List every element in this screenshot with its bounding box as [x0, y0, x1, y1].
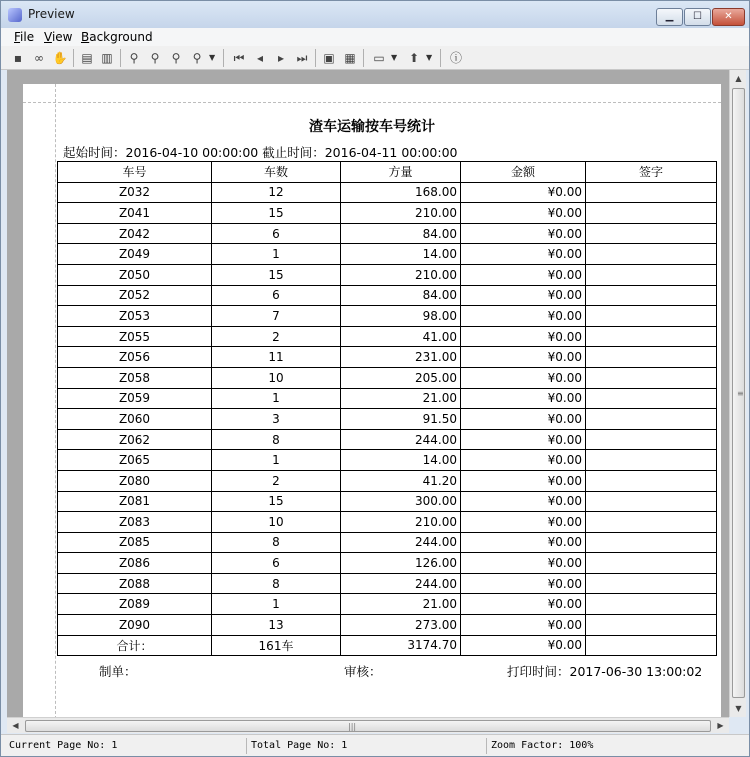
cell-count: 161车: [212, 635, 341, 656]
report-page: [23, 84, 721, 717]
scroll-up-icon[interactable]: ▲: [735, 74, 742, 83]
table-row: [58, 594, 717, 615]
page-icon[interactable]: ▪: [13, 51, 23, 65]
zoom-dropdown-icon[interactable]: ⚲: [192, 51, 202, 65]
cell-amount: ¥0.00: [461, 512, 586, 533]
cell-volume: 210.00: [341, 264, 461, 285]
cell-amount: ¥0.00: [461, 409, 586, 430]
table-row: [58, 512, 717, 533]
cell-volume: 205.00: [341, 367, 461, 388]
cell-count: 2: [212, 470, 341, 491]
cell-sign: [586, 470, 717, 491]
table-row: [58, 347, 717, 368]
prepared-by-label: 制单：: [99, 664, 137, 679]
cell-sign: [586, 223, 717, 244]
toolbar-separator: [440, 49, 441, 67]
cell-sign: [586, 264, 717, 285]
table-row: [58, 553, 717, 574]
table-row: [58, 367, 717, 388]
open-dropdown-arrow-icon[interactable]: ▼: [391, 53, 398, 62]
cell-volume: 84.00: [341, 223, 461, 244]
cell-amount: ¥0.00: [461, 615, 586, 636]
table-body: [58, 182, 717, 656]
cell-amount: ¥0.00: [461, 635, 586, 656]
cell-plate: Z065: [58, 450, 212, 471]
printer-setup-icon[interactable]: ▥: [101, 51, 113, 65]
cell-plate: Z089: [58, 594, 212, 615]
cell-amount: ¥0.00: [461, 573, 586, 594]
hand-icon[interactable]: ✋: [52, 51, 68, 65]
info-icon[interactable]: ⓘ: [449, 51, 462, 65]
cell-volume: 168.00: [341, 182, 461, 203]
cell-count: 13: [212, 615, 341, 636]
prev-page-icon[interactable]: ◂: [256, 51, 264, 65]
cell-plate: Z083: [58, 512, 212, 533]
scroll-down-icon[interactable]: ▼: [735, 704, 742, 713]
cell-count: 2: [212, 326, 341, 347]
cell-plate: Z062: [58, 429, 212, 450]
save-icon[interactable]: ▦: [344, 51, 356, 65]
cell-volume: 21.00: [341, 388, 461, 409]
menu-file[interactable]: File: [14, 30, 35, 44]
toolbar-separator: [120, 49, 121, 67]
column-header-signature: 签字: [586, 162, 717, 183]
cell-volume: 41.20: [341, 470, 461, 491]
cell-plate: Z081: [58, 491, 212, 512]
cell-volume: 300.00: [341, 491, 461, 512]
table-row: [58, 264, 717, 285]
cell-volume: 210.00: [341, 203, 461, 224]
date-range: 起始时间：2016-04-10 00:00:00 截止时间：2016-04-11 00:00:00: [63, 145, 458, 160]
preview-viewport[interactable]: [7, 70, 729, 717]
cell-plate: Z032: [58, 182, 212, 203]
table-row: [58, 182, 717, 203]
cell-sign: [586, 429, 717, 450]
cell-sign: [586, 512, 717, 533]
horizontal-scrollbar[interactable]: [7, 717, 729, 733]
open-icon[interactable]: ▭: [373, 51, 385, 65]
status-bar: [1, 734, 749, 756]
table-row: [58, 223, 717, 244]
scroll-right-icon[interactable]: ▶: [717, 721, 724, 730]
cell-plate: Z088: [58, 573, 212, 594]
app-icon: [8, 8, 22, 22]
menu-background[interactable]: Background: [81, 30, 153, 44]
cell-count: 8: [212, 429, 341, 450]
cell-plate: Z053: [58, 306, 212, 327]
cell-sign: [586, 367, 717, 388]
cell-plate: Z041: [58, 203, 212, 224]
cell-count: 3: [212, 409, 341, 430]
table-row: [58, 244, 717, 265]
toolbar-separator: [315, 49, 316, 67]
margin-guide-top: [23, 102, 721, 103]
scroll-left-icon[interactable]: ◀: [12, 721, 19, 730]
table-row: [58, 306, 717, 327]
cell-plate: Z056: [58, 347, 212, 368]
cell-amount: ¥0.00: [461, 264, 586, 285]
cell-count: 7: [212, 306, 341, 327]
zoom-factor-status: Zoom Factor: 100%: [491, 740, 594, 751]
current-page-status: Current Page No: 1: [5, 738, 247, 754]
minimize-button[interactable]: ▁: [656, 8, 683, 26]
table-row: [58, 615, 717, 636]
cell-plate: Z060: [58, 409, 212, 430]
cell-amount: ¥0.00: [461, 182, 586, 203]
cell-plate: Z080: [58, 470, 212, 491]
horizontal-grip-icon: |||: [348, 722, 357, 731]
cell-plate: Z042: [58, 223, 212, 244]
cell-sign: [586, 615, 717, 636]
cell-sign: [586, 594, 717, 615]
cell-plate: Z085: [58, 532, 212, 553]
toolbar-separator: [223, 49, 224, 67]
cell-amount: ¥0.00: [461, 306, 586, 327]
cell-sign: [586, 450, 717, 471]
menu-bar: [1, 28, 749, 46]
cell-plate: Z055: [58, 326, 212, 347]
cell-amount: ¥0.00: [461, 285, 586, 306]
cell-volume: 3174.70: [341, 635, 461, 656]
margin-guide-left: [55, 84, 56, 717]
export-dropdown-arrow-icon[interactable]: ▼: [426, 53, 433, 62]
cell-volume: 98.00: [341, 306, 461, 327]
cell-count: 8: [212, 532, 341, 553]
cell-plate: Z059: [58, 388, 212, 409]
cell-count: 6: [212, 285, 341, 306]
table-header-row: [58, 162, 717, 183]
cell-volume: 41.00: [341, 326, 461, 347]
cell-amount: ¥0.00: [461, 388, 586, 409]
table-row: [58, 450, 717, 471]
report-title: 渣车运输按车号统计: [309, 119, 435, 135]
column-header-count: 车数: [212, 162, 341, 183]
cell-plate: 合计：: [58, 635, 212, 656]
table-total-row: [58, 635, 717, 656]
cell-volume: 244.00: [341, 429, 461, 450]
cell-volume: 84.00: [341, 285, 461, 306]
table-row: [58, 326, 717, 347]
cell-volume: 244.00: [341, 532, 461, 553]
cell-count: 1: [212, 450, 341, 471]
print-time: 打印时间：2017-06-30 13:00:02: [507, 664, 703, 679]
cell-count: 8: [212, 573, 341, 594]
binoculars-icon[interactable]: ∞: [34, 51, 44, 65]
cell-amount: ¥0.00: [461, 532, 586, 553]
cell-count: 1: [212, 388, 341, 409]
cell-sign: [586, 326, 717, 347]
table-row: [58, 388, 717, 409]
table-row: [58, 532, 717, 553]
cell-plate: Z090: [58, 615, 212, 636]
table-row: [58, 470, 717, 491]
cell-sign: [586, 203, 717, 224]
column-header-plate: 车号: [58, 162, 212, 183]
table-row: [58, 573, 717, 594]
cell-sign: [586, 491, 717, 512]
cell-count: 6: [212, 223, 341, 244]
table-row: [58, 429, 717, 450]
toolbar: [1, 46, 749, 70]
cell-amount: ¥0.00: [461, 470, 586, 491]
zoom-page-icon[interactable]: ⚲: [171, 51, 181, 65]
cell-volume: 14.00: [341, 450, 461, 471]
zoom-in-icon[interactable]: ⚲: [129, 51, 139, 65]
cell-sign: [586, 553, 717, 574]
cell-volume: 231.00: [341, 347, 461, 368]
cell-sign: [586, 635, 717, 656]
toolbar-separator: [73, 49, 74, 67]
cell-count: 1: [212, 244, 341, 265]
last-page-icon[interactable]: ⏭: [296, 51, 308, 65]
cell-count: 11: [212, 347, 341, 368]
table-row: [58, 285, 717, 306]
vertical-grip-icon: ≡: [737, 389, 744, 398]
maximize-button[interactable]: ☐: [684, 8, 711, 26]
cell-sign: [586, 573, 717, 594]
cell-amount: ¥0.00: [461, 429, 586, 450]
cell-amount: ¥0.00: [461, 450, 586, 471]
cell-plate: Z058: [58, 367, 212, 388]
cell-count: 15: [212, 203, 341, 224]
printer-icon[interactable]: ▤: [81, 51, 93, 65]
menu-view[interactable]: View: [44, 30, 73, 44]
table-row: [58, 203, 717, 224]
next-page-icon[interactable]: ▸: [277, 51, 285, 65]
reviewed-by-label: 审核：: [344, 664, 382, 679]
cell-sign: [586, 306, 717, 327]
cell-amount: ¥0.00: [461, 347, 586, 368]
cell-amount: ¥0.00: [461, 491, 586, 512]
cell-sign: [586, 244, 717, 265]
close-button[interactable]: ✕: [712, 8, 745, 26]
cell-count: 1: [212, 594, 341, 615]
column-header-volume: 方量: [341, 162, 461, 183]
first-page-icon[interactable]: ⏮: [233, 51, 245, 65]
total-page-status: Total Page No: 1: [247, 738, 487, 754]
cell-sign: [586, 532, 717, 553]
report-table: [57, 161, 717, 656]
cell-count: 10: [212, 367, 341, 388]
zoom-dropdown-arrow-icon[interactable]: ▼: [209, 53, 216, 62]
cell-volume: 91.50: [341, 409, 461, 430]
cell-amount: ¥0.00: [461, 367, 586, 388]
cell-amount: ¥0.00: [461, 553, 586, 574]
cell-sign: [586, 347, 717, 368]
vertical-scrollbar[interactable]: [729, 70, 746, 717]
cell-volume: 21.00: [341, 594, 461, 615]
cell-amount: ¥0.00: [461, 326, 586, 347]
cell-plate: Z086: [58, 553, 212, 574]
cell-sign: [586, 285, 717, 306]
cell-volume: 210.00: [341, 512, 461, 533]
vertical-scroll-thumb[interactable]: [732, 88, 745, 698]
zoom-out-icon[interactable]: ⚲: [150, 51, 160, 65]
cell-count: 10: [212, 512, 341, 533]
cell-count: 15: [212, 491, 341, 512]
cell-volume: 244.00: [341, 573, 461, 594]
cell-volume: 126.00: [341, 553, 461, 574]
window-title: Preview: [28, 7, 75, 21]
cell-plate: Z052: [58, 285, 212, 306]
cell-count: 6: [212, 553, 341, 574]
table-row: [58, 409, 717, 430]
page-setup-icon[interactable]: ▣: [323, 51, 335, 65]
cell-amount: ¥0.00: [461, 244, 586, 265]
column-header-amount: 金额: [461, 162, 586, 183]
cell-sign: [586, 409, 717, 430]
cell-amount: ¥0.00: [461, 223, 586, 244]
cell-volume: 14.00: [341, 244, 461, 265]
cell-sign: [586, 388, 717, 409]
cell-sign: [586, 182, 717, 203]
table-row: [58, 491, 717, 512]
cell-amount: ¥0.00: [461, 203, 586, 224]
cell-volume: 273.00: [341, 615, 461, 636]
cell-count: 12: [212, 182, 341, 203]
cell-plate: Z049: [58, 244, 212, 265]
cell-plate: Z050: [58, 264, 212, 285]
title-bar[interactable]: [1, 1, 749, 28]
cell-count: 15: [212, 264, 341, 285]
cell-amount: ¥0.00: [461, 594, 586, 615]
toolbar-separator: [363, 49, 364, 67]
export-icon[interactable]: ⬆: [408, 51, 420, 65]
horizontal-scroll-thumb[interactable]: [25, 720, 711, 732]
